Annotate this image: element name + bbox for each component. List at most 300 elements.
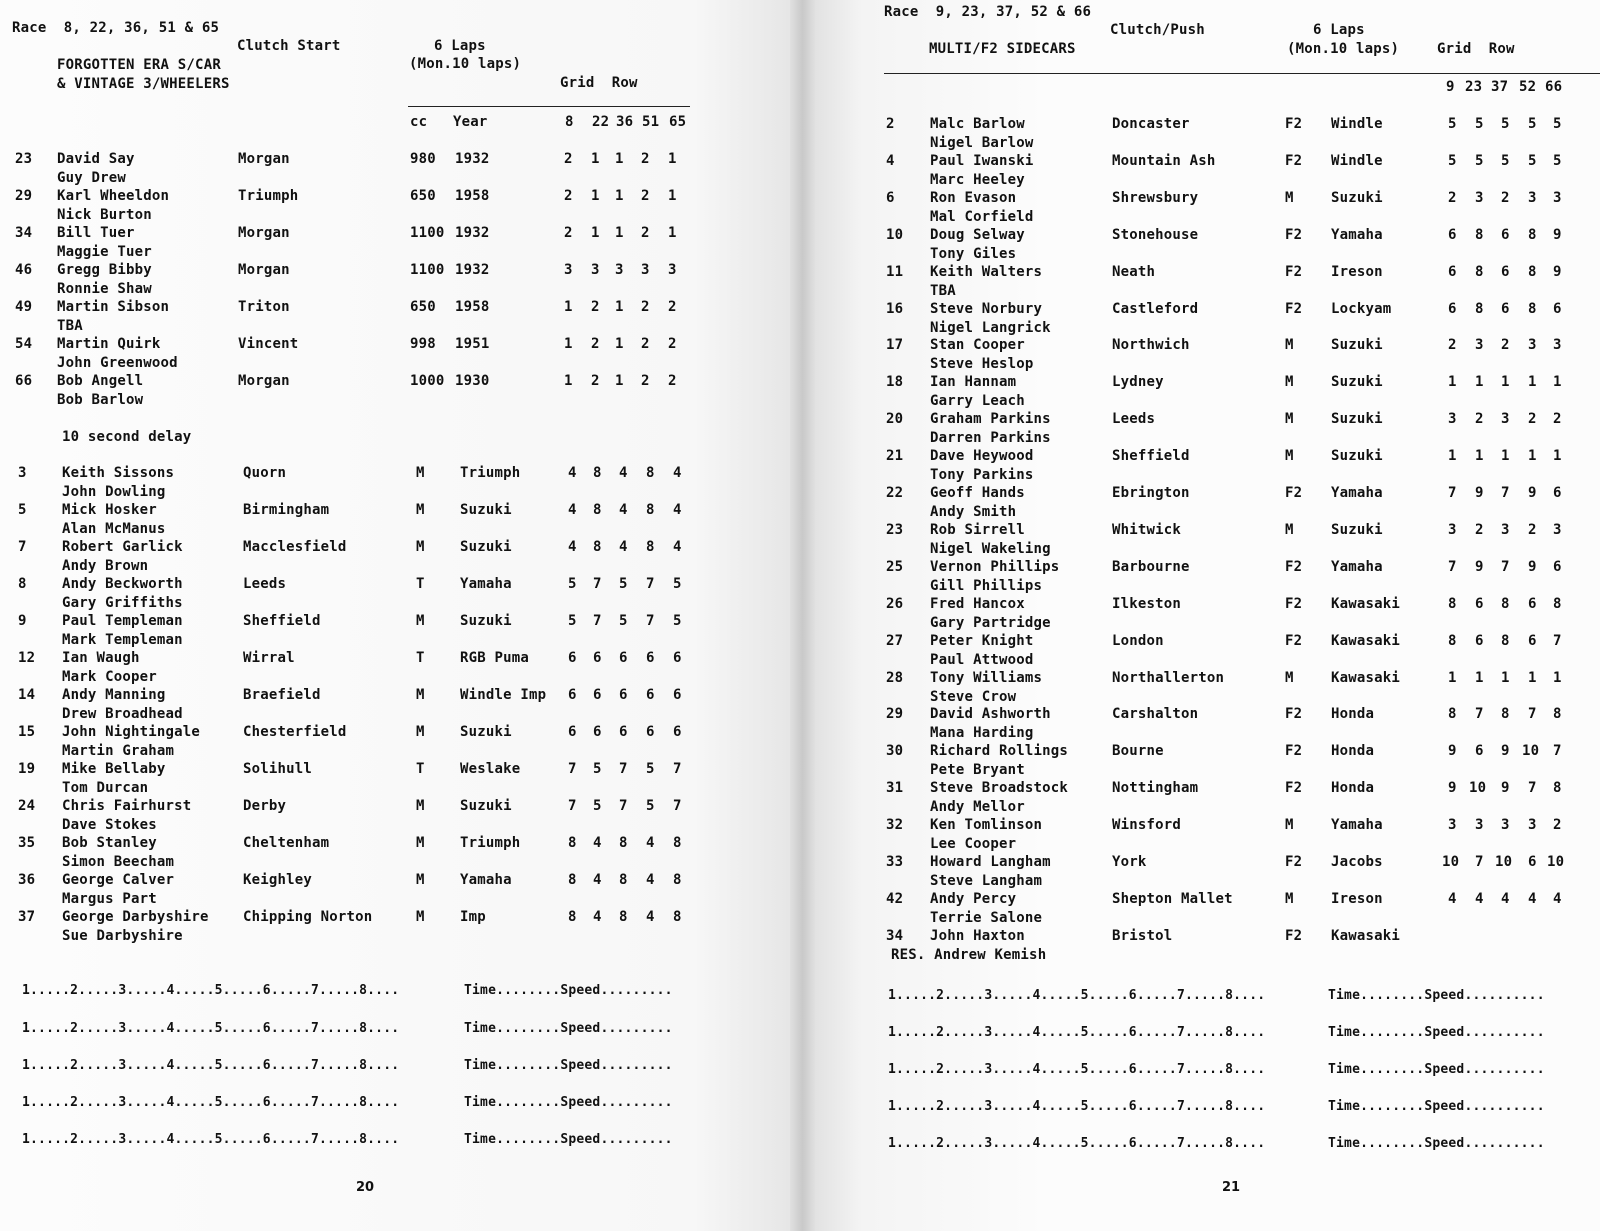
grid-position: 2 <box>641 188 650 204</box>
passenger-name: Garry Leach <box>930 393 1025 409</box>
machine-name: Morgan <box>238 262 290 278</box>
machine-name: Suzuki <box>460 724 512 740</box>
lap-count-line: 1.....2.....3.....4.....5.....6.....7.....8.... <box>888 1136 1266 1151</box>
grid-position: 3 <box>615 262 624 278</box>
race-col-header: 65 <box>669 114 687 130</box>
machine-name: Ireson <box>1331 264 1383 280</box>
machine-name: RGB Puma <box>460 650 530 666</box>
entry-number: 33 <box>886 854 904 870</box>
grid-position: 2 <box>1528 411 1537 427</box>
race-col-header: 51 <box>642 114 660 130</box>
passenger-name: Lee Cooper <box>930 836 1017 852</box>
entry-number: 4 <box>886 153 895 169</box>
machine-name: Suzuki <box>1331 190 1383 206</box>
grid-position: 2 <box>641 225 650 241</box>
start-type: Clutch/Push <box>1110 22 1205 38</box>
entry-number: 54 <box>15 336 33 352</box>
grid-position: 1 <box>615 151 624 167</box>
grid-position: 6 <box>1528 854 1537 870</box>
class-title: MULTI/F2 SIDECARS <box>929 41 1076 57</box>
grid-position: 2 <box>641 373 650 389</box>
grid-position: 8 <box>1528 264 1537 280</box>
lap-count-line: 1.....2.....3.....4.....5.....6.....7.....8.... <box>22 1058 400 1073</box>
grid-position: 7 <box>568 761 577 777</box>
driver-name: Chris Fairhurst <box>62 798 192 814</box>
machine-class: F2 <box>1285 633 1303 649</box>
grid-position: 7 <box>1501 559 1510 575</box>
machine-class: M <box>416 909 425 925</box>
hometown: Neath <box>1112 264 1156 280</box>
grid-position: 3 <box>1501 522 1510 538</box>
grid-position: 6 <box>593 724 602 740</box>
driver-name: Ken Tomlinson <box>930 817 1043 833</box>
grid-position: 4 <box>568 465 577 481</box>
passenger-name: Darren Parkins <box>930 430 1051 446</box>
grid-position: 7 <box>1475 706 1484 722</box>
driver-name: Graham Parkins <box>930 411 1051 427</box>
grid-position: 3 <box>591 262 600 278</box>
time-speed-line: Time........Speed.......... <box>1328 1136 1545 1151</box>
grid-position: 8 <box>593 502 602 518</box>
grid-position: 1 <box>1528 374 1537 390</box>
grid-position: 1 <box>591 225 600 241</box>
entry-number: 5 <box>18 502 27 518</box>
hometown: Sheffield <box>243 613 321 629</box>
hometown: Chesterfield <box>243 724 347 740</box>
grid-position: 3 <box>668 262 677 278</box>
grid-position: 7 <box>1501 485 1510 501</box>
grid-position: 4 <box>593 835 602 851</box>
grid-position: 2 <box>1553 817 1562 833</box>
passenger-name: Simon Beecham <box>62 854 175 870</box>
machine-class: F2 <box>1285 743 1303 759</box>
passenger-name: Andy Mellor <box>930 799 1025 815</box>
grid-position: 6 <box>673 724 682 740</box>
machine-class: M <box>416 502 425 518</box>
passenger-name: Tony Parkins <box>930 467 1034 483</box>
class-title-line-2: & VINTAGE 3/WHEELERS <box>57 76 230 92</box>
grid-position: 8 <box>1475 227 1484 243</box>
grid-position: 6 <box>593 650 602 666</box>
grid-position: 3 <box>1475 817 1484 833</box>
race-col-header: 36 <box>616 114 634 130</box>
grid-position: 6 <box>1501 264 1510 280</box>
passenger-name: Marc Heeley <box>930 172 1025 188</box>
lap-count-line: 1.....2.....3.....4.....5.....6.....7.....8.... <box>22 1095 400 1110</box>
grid-position: 6 <box>646 650 655 666</box>
grid-position: 1 <box>1501 670 1510 686</box>
machine-name: Kawasaki <box>1331 633 1401 649</box>
grid-position: 2 <box>641 336 650 352</box>
driver-name: Tony Williams <box>930 670 1043 686</box>
grid-position: 4 <box>646 872 655 888</box>
machine-class: F2 <box>1285 706 1303 722</box>
grid-position: 2 <box>1553 411 1562 427</box>
machine-name: Windle <box>1331 116 1383 132</box>
grid-position: 4 <box>673 502 682 518</box>
grid-position: 1 <box>564 336 573 352</box>
driver-name: Steve Broadstock <box>930 780 1069 796</box>
grid-position: 2 <box>641 151 650 167</box>
driver-name: Martin Sibson <box>57 299 170 315</box>
driver-name: Doug Selway <box>930 227 1025 243</box>
grid-position: 3 <box>1475 190 1484 206</box>
driver-name: Martin Quirk <box>57 336 161 352</box>
entry-number: 15 <box>18 724 36 740</box>
grid-position: 5 <box>1528 116 1537 132</box>
hometown: Lydney <box>1112 374 1164 390</box>
laps-label: 6 Laps <box>1313 22 1365 38</box>
engine-cc: 998 <box>410 336 436 352</box>
grid-position: 4 <box>619 502 628 518</box>
passenger-name: Nigel Barlow <box>930 135 1034 151</box>
grid-position: 3 <box>1501 411 1510 427</box>
passenger-name: Sue Darbyshire <box>62 928 183 944</box>
grid-position: 1 <box>1475 448 1484 464</box>
hometown: Macclesfield <box>243 539 347 555</box>
driver-name: Keith Walters <box>930 264 1043 280</box>
machine-class: M <box>1285 411 1294 427</box>
grid-position: 8 <box>568 835 577 851</box>
driver-name: Ron Evason <box>930 190 1017 206</box>
machine-class: F2 <box>1285 153 1303 169</box>
class-title-line-1: FORGOTTEN ERA S/CAR <box>57 57 221 73</box>
grid-position: 6 <box>593 687 602 703</box>
machine-class: F2 <box>1285 264 1303 280</box>
machine-name: Windle Imp <box>460 687 547 703</box>
grid-position: 10 <box>1522 743 1540 759</box>
grid-row-header: Grid Row <box>560 75 638 91</box>
grid-position: 5 <box>1475 153 1484 169</box>
grid-position: 7 <box>593 576 602 592</box>
machine-class: F2 <box>1285 928 1303 944</box>
grid-position: 7 <box>673 798 682 814</box>
grid-position: 7 <box>619 761 628 777</box>
grid-position: 8 <box>1553 596 1562 612</box>
grid-position: 9 <box>1475 485 1484 501</box>
driver-name: Paul Iwanski <box>930 153 1034 169</box>
driver-name: David Say <box>57 151 135 167</box>
passenger-name: Maggie Tuer <box>57 244 152 260</box>
driver-name: Ian Hannam <box>930 374 1017 390</box>
driver-name: Paul Templeman <box>62 613 183 629</box>
grid-position: 1 <box>1528 448 1537 464</box>
driver-name: Robert Garlick <box>62 539 183 555</box>
driver-name: Peter Knight <box>930 633 1034 649</box>
grid-position: 7 <box>593 613 602 629</box>
race-col-header: 23 <box>1465 79 1483 95</box>
delay-note: 10 second delay <box>62 429 192 445</box>
grid-position: 1 <box>1553 374 1562 390</box>
grid-position: 8 <box>1501 706 1510 722</box>
grid-position: 6 <box>619 724 628 740</box>
hometown: Mountain Ash <box>1112 153 1216 169</box>
machine-name: Yamaha <box>1331 559 1383 575</box>
grid-position: 1 <box>1501 374 1510 390</box>
hometown: Sheffield <box>1112 448 1190 464</box>
passenger-name: TBA <box>57 318 83 334</box>
passenger-name: Alan McManus <box>62 521 166 537</box>
machine-name: Suzuki <box>1331 411 1383 427</box>
grid-position: 5 <box>593 761 602 777</box>
passenger-name: Steve Heslop <box>930 356 1034 372</box>
grid-position: 6 <box>646 687 655 703</box>
grid-position: 1 <box>668 151 677 167</box>
driver-name: Dave Heywood <box>930 448 1034 464</box>
passenger-name: Nigel Wakeling <box>930 541 1051 557</box>
machine-name: Morgan <box>238 151 290 167</box>
lap-count-line: 1.....2.....3.....4.....5.....6.....7.....8.... <box>888 1099 1266 1114</box>
grid-position: 5 <box>646 761 655 777</box>
driver-name: Gregg Bibby <box>57 262 152 278</box>
grid-position: 6 <box>1501 227 1510 243</box>
entry-number: 49 <box>15 299 33 315</box>
passenger-name: TBA <box>930 283 956 299</box>
machine-year: 1932 <box>455 262 490 278</box>
hometown: Castleford <box>1112 301 1199 317</box>
hometown: Shepton Mallet <box>1112 891 1233 907</box>
machine-year: 1932 <box>455 151 490 167</box>
passenger-name: Steve Langham <box>930 873 1043 889</box>
driver-name: Mike Bellaby <box>62 761 166 777</box>
hometown: Birmingham <box>243 502 330 518</box>
entry-number: 31 <box>886 780 904 796</box>
passenger-name: Gary Griffiths <box>62 595 183 611</box>
grid-position: 1 <box>564 373 573 389</box>
driver-name: Bob Angell <box>57 373 144 389</box>
machine-name: Weslake <box>460 761 521 777</box>
engine-cc: 650 <box>410 188 436 204</box>
machine-name: Kawasaki <box>1331 928 1401 944</box>
driver-name: Andy Beckworth <box>62 576 183 592</box>
passenger-name: Guy Drew <box>57 170 127 186</box>
time-speed-line: Time........Speed......... <box>464 1021 673 1036</box>
race-col-header: 37 <box>1491 79 1509 95</box>
grid-position: 1 <box>591 151 600 167</box>
grid-position: 7 <box>646 613 655 629</box>
entry-number: 27 <box>886 633 904 649</box>
driver-name: Howard Langham <box>930 854 1051 870</box>
lap-count-line: 1.....2.....3.....4.....5.....6.....7.....8.... <box>888 1025 1266 1040</box>
grid-position: 9 <box>1475 559 1484 575</box>
grid-position: 7 <box>619 798 628 814</box>
col-header-cc: cc <box>410 114 428 130</box>
grid-position: 4 <box>646 909 655 925</box>
grid-position: 3 <box>1528 817 1537 833</box>
grid-position: 4 <box>646 835 655 851</box>
machine-class: M <box>1285 190 1294 206</box>
machine-name: Suzuki <box>460 502 512 518</box>
grid-position: 8 <box>1501 633 1510 649</box>
grid-position: 3 <box>1475 337 1484 353</box>
machine-class: M <box>1285 448 1294 464</box>
driver-name: Andy Percy <box>930 891 1017 907</box>
passenger-name: Mana Harding <box>930 725 1034 741</box>
grid-position: 1 <box>1475 670 1484 686</box>
grid-position: 2 <box>641 299 650 315</box>
grid-position: 8 <box>646 502 655 518</box>
hometown: Northallerton <box>1112 670 1225 686</box>
grid-position: 1 <box>668 225 677 241</box>
grid-position: 7 <box>1553 743 1562 759</box>
grid-position: 1 <box>1528 670 1537 686</box>
entry-number: 37 <box>18 909 36 925</box>
race-col-header: 8 <box>565 114 574 130</box>
grid-position: 1 <box>591 188 600 204</box>
grid-position: 2 <box>668 336 677 352</box>
lap-count-line: 1.....2.....3.....4.....5.....6.....7.....8.... <box>22 1021 400 1036</box>
grid-position: 5 <box>1553 153 1562 169</box>
grid-position: 1 <box>1448 448 1457 464</box>
page-number: 20 <box>356 1180 375 1195</box>
machine-name: Morgan <box>238 373 290 389</box>
entry-number: 3 <box>18 465 27 481</box>
passenger-name: Nigel Langrick <box>930 320 1051 336</box>
passenger-name: Mal Corfield <box>930 209 1034 225</box>
grid-position: 6 <box>568 650 577 666</box>
hometown: Braefield <box>243 687 321 703</box>
reserve-entry: RES. Andrew Kemish <box>891 947 1047 963</box>
time-speed-line: Time........Speed.......... <box>1328 1062 1545 1077</box>
machine-name: Triumph <box>460 835 521 851</box>
header-rule <box>408 106 690 107</box>
grid-position: 5 <box>1448 153 1457 169</box>
time-speed-line: Time........Speed.......... <box>1328 1025 1545 1040</box>
entry-number: 34 <box>886 928 904 944</box>
entry-number: 22 <box>886 485 904 501</box>
machine-year: 1958 <box>455 188 490 204</box>
driver-name: Geoff Hands <box>930 485 1025 501</box>
grid-position: 4 <box>673 539 682 555</box>
race-number-line: Race 9, 23, 37, 52 & 66 <box>884 4 1092 20</box>
grid-position: 5 <box>673 576 682 592</box>
grid-position: 3 <box>1528 190 1537 206</box>
hometown: Cheltenham <box>243 835 330 851</box>
passenger-name: Andy Brown <box>62 558 149 574</box>
entry-number: 29 <box>886 706 904 722</box>
grid-position: 6 <box>1448 301 1457 317</box>
passenger-name: Andy Smith <box>930 504 1017 520</box>
entry-number: 9 <box>18 613 27 629</box>
passenger-name: Terrie Salone <box>930 910 1043 926</box>
grid-position: 2 <box>1475 411 1484 427</box>
driver-name: Mick Hosker <box>62 502 157 518</box>
engine-cc: 1100 <box>410 262 445 278</box>
grid-position: 4 <box>673 465 682 481</box>
grid-position: 8 <box>1448 706 1457 722</box>
grid-position: 4 <box>1528 891 1537 907</box>
grid-position: 3 <box>1448 817 1457 833</box>
machine-class: T <box>416 650 425 666</box>
page-number: 21 <box>1222 1180 1241 1195</box>
driver-name: Karl Wheeldon <box>57 188 170 204</box>
grid-position: 1 <box>564 299 573 315</box>
race-col-header: 22 <box>592 114 610 130</box>
machine-name: Triton <box>238 299 290 315</box>
hometown: Leeds <box>1112 411 1156 427</box>
passenger-name: Pete Bryant <box>930 762 1025 778</box>
time-speed-line: Time........Speed.......... <box>1328 1099 1545 1114</box>
grid-position: 5 <box>593 798 602 814</box>
grid-position: 2 <box>564 151 573 167</box>
grid-position: 8 <box>568 909 577 925</box>
entry-number: 35 <box>18 835 36 851</box>
hometown: London <box>1112 633 1164 649</box>
machine-name: Triumph <box>460 465 521 481</box>
machine-class: M <box>1285 337 1294 353</box>
grid-position: 2 <box>1501 190 1510 206</box>
machine-year: 1951 <box>455 336 490 352</box>
grid-position: 2 <box>1448 190 1457 206</box>
passenger-name: Tony Giles <box>930 246 1017 262</box>
machine-name: Jacobs <box>1331 854 1383 870</box>
race-col-header: 52 <box>1519 79 1537 95</box>
machine-class: M <box>1285 522 1294 538</box>
hometown: Ebrington <box>1112 485 1190 501</box>
driver-name: Stan Cooper <box>930 337 1025 353</box>
machine-class: M <box>1285 670 1294 686</box>
driver-name: John Haxton <box>930 928 1025 944</box>
hometown: Whitwick <box>1112 522 1182 538</box>
machine-class: M <box>416 687 425 703</box>
entry-number: 32 <box>886 817 904 833</box>
grid-position: 7 <box>1553 633 1562 649</box>
grid-position: 5 <box>568 576 577 592</box>
grid-position: 8 <box>1475 264 1484 280</box>
entry-number: 11 <box>886 264 904 280</box>
machine-class: T <box>416 576 425 592</box>
grid-position: 8 <box>1501 596 1510 612</box>
grid-position: 8 <box>619 835 628 851</box>
machine-class: F2 <box>1285 485 1303 501</box>
grid-position: 6 <box>1553 485 1562 501</box>
entry-number: 42 <box>886 891 904 907</box>
entry-number: 12 <box>18 650 36 666</box>
grid-position: 1 <box>1448 670 1457 686</box>
grid-position: 1 <box>1553 448 1562 464</box>
race-col-header: 9 <box>1446 79 1455 95</box>
grid-position: 3 <box>1448 411 1457 427</box>
machine-class: M <box>1285 374 1294 390</box>
col-header-year: Year <box>453 114 488 130</box>
grid-position: 8 <box>619 909 628 925</box>
driver-name: Malc Barlow <box>930 116 1025 132</box>
grid-row-header: Grid Row <box>1437 41 1515 57</box>
entry-number: 66 <box>15 373 33 389</box>
grid-position: 2 <box>1528 522 1537 538</box>
passenger-name: Mark Templeman <box>62 632 183 648</box>
entry-number: 34 <box>15 225 33 241</box>
grid-position: 8 <box>593 465 602 481</box>
grid-position: 7 <box>646 576 655 592</box>
time-speed-line: Time........Speed......... <box>464 1095 673 1110</box>
grid-position: 4 <box>568 502 577 518</box>
grid-position: 7 <box>1528 780 1537 796</box>
machine-class: F2 <box>1285 780 1303 796</box>
grid-position: 6 <box>1475 633 1484 649</box>
machine-class: M <box>416 465 425 481</box>
hometown: Wirral <box>243 650 295 666</box>
grid-position: 1 <box>615 299 624 315</box>
grid-position: 8 <box>1448 596 1457 612</box>
race-col-header: 66 <box>1545 79 1563 95</box>
machine-name: Honda <box>1331 780 1375 796</box>
machine-name: Suzuki <box>1331 448 1383 464</box>
entry-number: 19 <box>18 761 36 777</box>
grid-position: 3 <box>1553 337 1562 353</box>
machine-class: F2 <box>1285 854 1303 870</box>
grid-position: 4 <box>593 872 602 888</box>
